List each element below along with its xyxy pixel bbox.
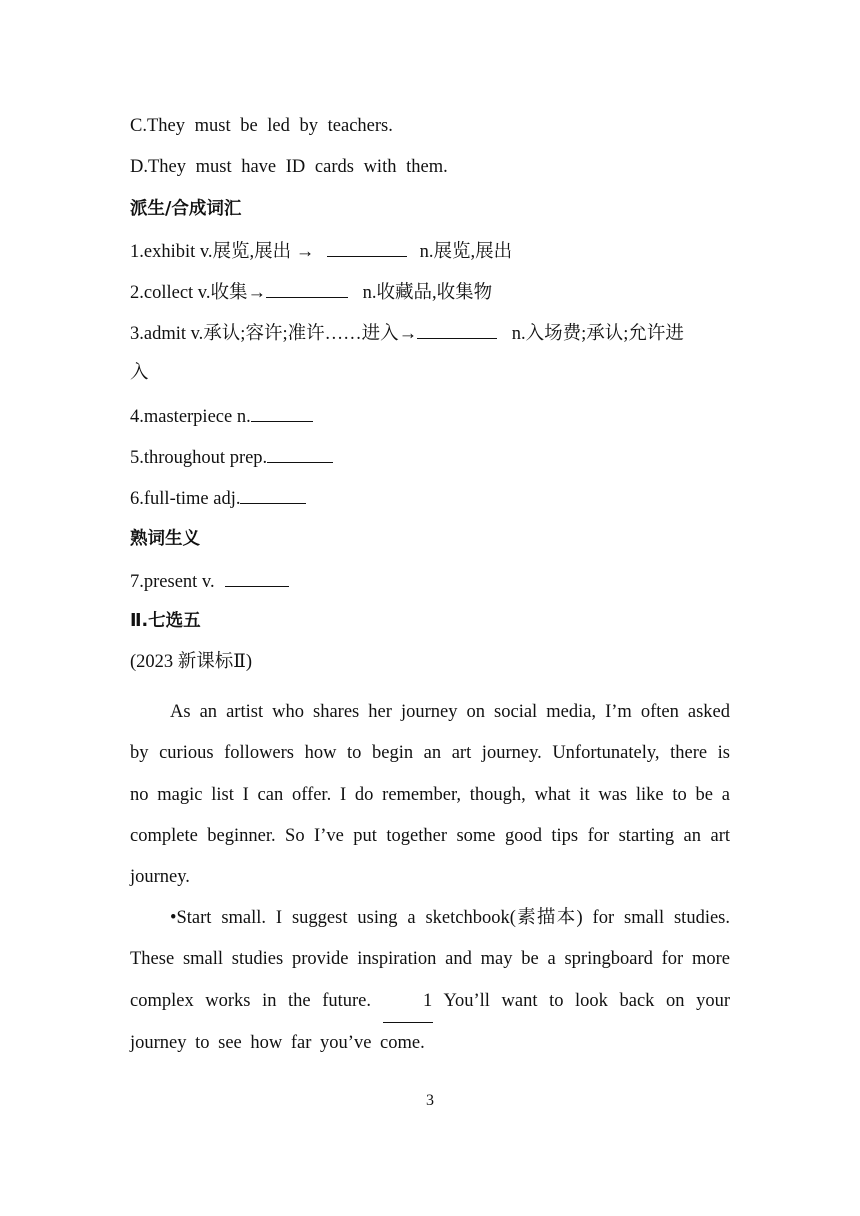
familiar-item-7	[130, 568, 289, 594]
item7-label: 7.present v.	[130, 572, 215, 592]
section-2-source: (2023 新课标Ⅱ)	[130, 652, 253, 672]
item5-label: 5.throughout prep.	[130, 448, 268, 468]
answer-blank[interactable]	[417, 320, 497, 339]
derived-item-3	[130, 320, 684, 346]
derived-item-5	[130, 444, 333, 470]
item3-prefix: 3.admit v.承认;容许;准许……进入→	[130, 324, 418, 344]
answer-blank[interactable]	[225, 568, 289, 587]
section-2-heading: Ⅱ.七选五	[130, 611, 201, 631]
answer-blank[interactable]	[240, 485, 306, 504]
page-number: 3	[426, 1092, 434, 1109]
paragraph-2-text-continued: You’ll want to look back on your journey to see how far you’ve come.	[130, 990, 730, 1053]
derived-item-3-continued: 入	[130, 363, 149, 383]
derived-item-4	[130, 403, 313, 429]
option-d: D.They must have ID cards with them.	[130, 157, 448, 177]
derived-item-6	[130, 485, 306, 511]
option-c: C.They must be led by teachers.	[130, 116, 393, 136]
derived-item-1	[130, 238, 512, 264]
answer-blank[interactable]	[251, 403, 313, 422]
item2-prefix: 2.collect v.收集→	[130, 283, 266, 303]
answer-blank[interactable]	[266, 279, 348, 298]
derived-item-2	[130, 279, 492, 305]
item3-suffix: n.入场费;承认;允许进	[511, 324, 684, 344]
item6-label: 6.full-time adj.	[130, 489, 241, 509]
item2-suffix: n.收藏品,收集物	[362, 283, 493, 303]
answer-blank[interactable]	[327, 238, 407, 257]
item1-prefix: 1.exhibit v.展览,展出 →	[130, 242, 315, 262]
passage-paragraph-1: As an artist who shares her journey on social media, I’m often asked by curious followers how to begin an art journey. Unfortunately, there is no magic list I can offer. I do remember, though, what it was like to be a complete beginner. So I’ve put together some good tips for starting an art journey.	[130, 702, 730, 888]
answer-blank[interactable]	[267, 444, 333, 463]
passage-paragraph-2	[130, 898, 730, 1064]
question-blank-1[interactable]: 1	[383, 981, 433, 1023]
derived-heading: 派生/合成词汇	[130, 199, 242, 219]
item1-suffix: n.展览,展出	[419, 242, 513, 262]
familiar-heading: 熟词生义	[130, 529, 200, 549]
item4-label: 4.masterpiece n.	[130, 407, 251, 427]
paragraph-2-text: •Start small. I suggest using a sketchbook(素描本) for small studies. These small studies provide inspiration and may be a springboard for more complex works in the future.	[130, 908, 730, 1011]
